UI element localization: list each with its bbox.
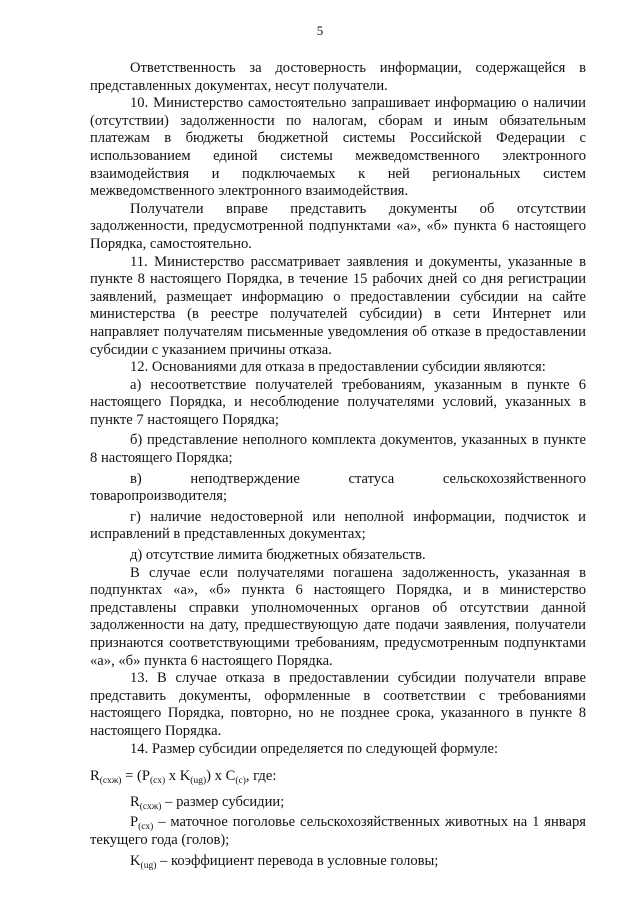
list-item-g: г) наличие недостоверной или неполной информации, подчисток и исправлений в представленных документах; — [90, 508, 586, 543]
paragraph-12: 12. Основаниями для отказа в предоставлении субсидии являются: — [130, 359, 546, 376]
list-item-v: в) неподтверждение статуса сельскохозяйственного товаропроизводителя; — [90, 470, 586, 505]
paragraph-10: 10. Министерство самостоятельно запрашивает информацию о наличии (отсутствии) задолженности по налогам, сборам и иным обязательным платежам в бюджеты бюджетной системы Российской Федерации с использованием единой системы межведомственного электронного взаимодействия и подключаемых к ней региональных систем межведомственного электронного взаимодействия. — [90, 95, 586, 200]
document-body — [90, 60, 586, 870]
paragraph-14: 14. Размер субсидии определяется по следующей формуле: — [130, 740, 499, 757]
paragraph-13: 13. В случае отказа в предоставлении субсидии получатели вправе представить документы, оформленные в соответствии с требованиями настоящего Порядка, повторно, но не позднее срока, указанного в пункте 8 настоящего Порядка. — [90, 670, 586, 739]
list-item-b: б) представление неполного комплекта документов, указанных в пункте 8 настоящего Порядка; — [90, 432, 586, 467]
list-item-d: д) отсутствие лимита бюджетных обязательств. — [130, 547, 426, 564]
paragraph-recipients-right: Получатели вправе представить документы об отсутствии задолженности, предусмотренной подпунктами «а», «б» пункта 6 настоящего Порядка, самостоятельно. — [90, 200, 586, 252]
definition-k: $K_{(ug)}$ – коэффициент перевода в условные головы; — [130, 852, 439, 871]
list-item-a: а) несоответствие получателей требованиям, указанным в пункте 6 настоящего Порядка, и несоблюдение получателями условий, указанных в пункте 7 настоящего Порядка; — [90, 376, 586, 428]
page-number: 5 — [316, 23, 324, 38]
definition-r: $R_{(схж)}$ – размер субсидии; — [130, 793, 285, 812]
paragraph-debt-repaid: В случае если получателями погашена задолженность, указанная в подпунктах «а», «б» пункта 6 настоящего Порядка, и в министерство представлены справки уполномоченных органов об отсутствии данной задолженности на дату, предшествующую дате подачи заявления, получатели признаются соответствующими требованиям, предусмотренным подпунктами «а», «б» пункта 6 настоящего Порядка. — [90, 564, 586, 669]
paragraph-11: 11. Министерство рассматривает заявления и документы, указанные в пункте 8 настоящего Порядка, в течение 15 рабочих дней со дня регистрации заявлений, размещает информацию о предоставлении субсидии на сайте министерства (в реестре получателей субсидии) в сети Интернет или направляет получателям письменные уведомления об отказе в предоставлении субсидии с указанием причины отказа. — [90, 253, 586, 358]
definition-p: $P_{(сх)}$ – маточное поголовье сельскохозяйственных животных на 1 января текущего года (голов); — [90, 814, 586, 848]
formula-definitions — [90, 794, 586, 870]
paragraph-responsibility: Ответственность за достоверность информации, содержащейся в представленных документах, несут получатели. — [90, 60, 586, 94]
subsidy-formula: $R_{(схж)} = (P_{(сх)}$ x $K_{(ug)}$) x $C_{(c)}$, где: — [90, 768, 277, 787]
